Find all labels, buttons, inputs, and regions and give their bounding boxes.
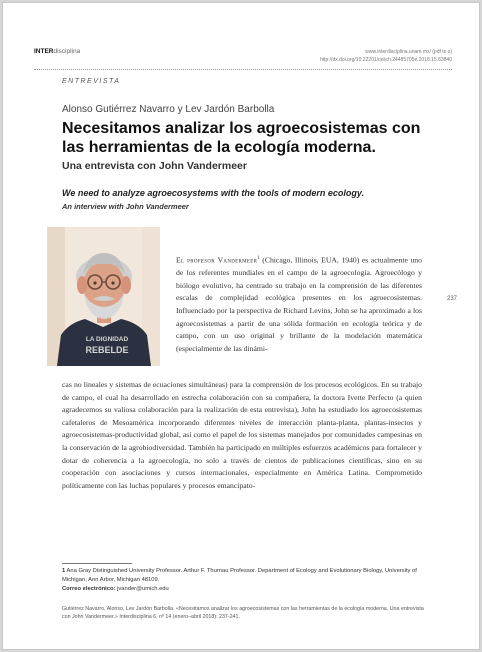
doi-line-2: http://dx.doi.org/10.22201/ceiich.24485705e.2018.15.63840 xyxy=(319,57,452,63)
portrait-photo xyxy=(47,227,160,366)
section-label: ENTREVISTA xyxy=(62,78,121,85)
authors: Alonso Gutiérrez Navarro y Lev Jardón Barbolla xyxy=(62,104,275,115)
portrait-illustration xyxy=(47,227,160,366)
body-paragraph-full xyxy=(62,379,422,492)
body-text-part-2: cas no lineales y sistemas de ecuaciones simultáneas) para la comprensión de los procesos ecológicos. En su trabajo de campo, el cual ha desarrollado en estrecha colaboración con su compañera, la doctora Ivette Perfecto (a quien agradecemos su valiosa colaboración para la realización de esta entrevista), John ha estudiado los agroecosistemas cafetaleros de Mesoamérica incorporando diferentes niveles de interacción planta-planta, plantas-insectos y agroecosistemas-productividad global, así como el papel de los sistemas manejados por comunidades campesinas en la conservación de la agrobiodiversidad. También ha participado en múltiples esfuerzos académicos para fortalecer y dotar de coherencia a la agroecología, no solo a través de cientos de publicaciones científicas, sino en su cooperación con asociaciones y cursos internacionales, especialmente en América Latina. Comprometido políticamente con las luchas populares y procesos emancipato- xyxy=(62,380,422,490)
body-text-part-1: (Chicago, Illinois, EUA, 1940) es actualmente uno de los referentes mundiales en el campo de la agroecología. Agroecólogo y biólogo evolutivo, ha centrado su trabajo en la comprensión de las diferentes escalas de complejidad ecológica presentes en los agroecosistemas. Influenciado por la perspectiva de Richard Levins, John se ha aproximado a los agroecosistemas a partir de una sólida formación en ecología teórica y de campo, con un uso original y brillante de la modelación matemática (especialmente de las dinámi- xyxy=(176,255,422,353)
shirt-text-bottom: REBELDE xyxy=(85,345,129,355)
citation: Gutiérrez Navarro, Alonso, Lev Jardón Barbolla. «Necesitamos analizar los agroecosistemas con las herramientas de la ecología moderna. Una entrevista con John Vandermeer.» Interdisciplina 6, nº 14 (enero–abril 2018): 237-241. xyxy=(62,606,424,620)
page-number: 237 xyxy=(446,296,457,302)
article-subtitle: Una entrevista con John Vandermeer xyxy=(62,160,247,172)
shirt-text-top: LA DIGNIDAD xyxy=(85,336,129,343)
footnote-rule xyxy=(62,563,132,564)
body-paragraph-wrapped xyxy=(176,253,422,355)
email-label: Correo electrónico: xyxy=(62,586,116,592)
footnote-number: 1 xyxy=(62,568,66,574)
email-address[interactable]: jvander@umich.edu xyxy=(115,586,169,592)
journal-name xyxy=(34,48,80,55)
footnote xyxy=(62,567,422,594)
doi-line-1: www.interdisciplina.unam.mx/ (pdf to x) xyxy=(365,49,452,55)
english-title: We need to analyze agroecosystems with the tools of modern ecology. xyxy=(62,188,365,198)
header-rule xyxy=(34,69,452,70)
doi-block xyxy=(252,48,452,64)
footnote-marker[interactable]: 1 xyxy=(257,256,260,261)
footnote-email-line xyxy=(62,585,422,594)
lead-in-smallcaps: El profesor Vandermeer xyxy=(176,255,258,265)
document-page xyxy=(2,2,480,650)
footnote-text: Ana Gray Distinguished University Professor. Arthur F. Thurnau Professor. Department of Ecology and Evolutionary Biology, University of Michigan, Ann Arbor, Michigan 48109. xyxy=(62,568,417,583)
journal-name-rest: disciplina xyxy=(53,48,81,55)
article-title: Necesitamos analizar los agroecosistemas con las herramientas de la ecología moderna. xyxy=(62,120,421,156)
english-subtitle: An interview with John Vandermeer xyxy=(62,202,189,211)
journal-name-bold: INTER xyxy=(34,48,54,55)
footnote-text-line xyxy=(62,567,422,585)
